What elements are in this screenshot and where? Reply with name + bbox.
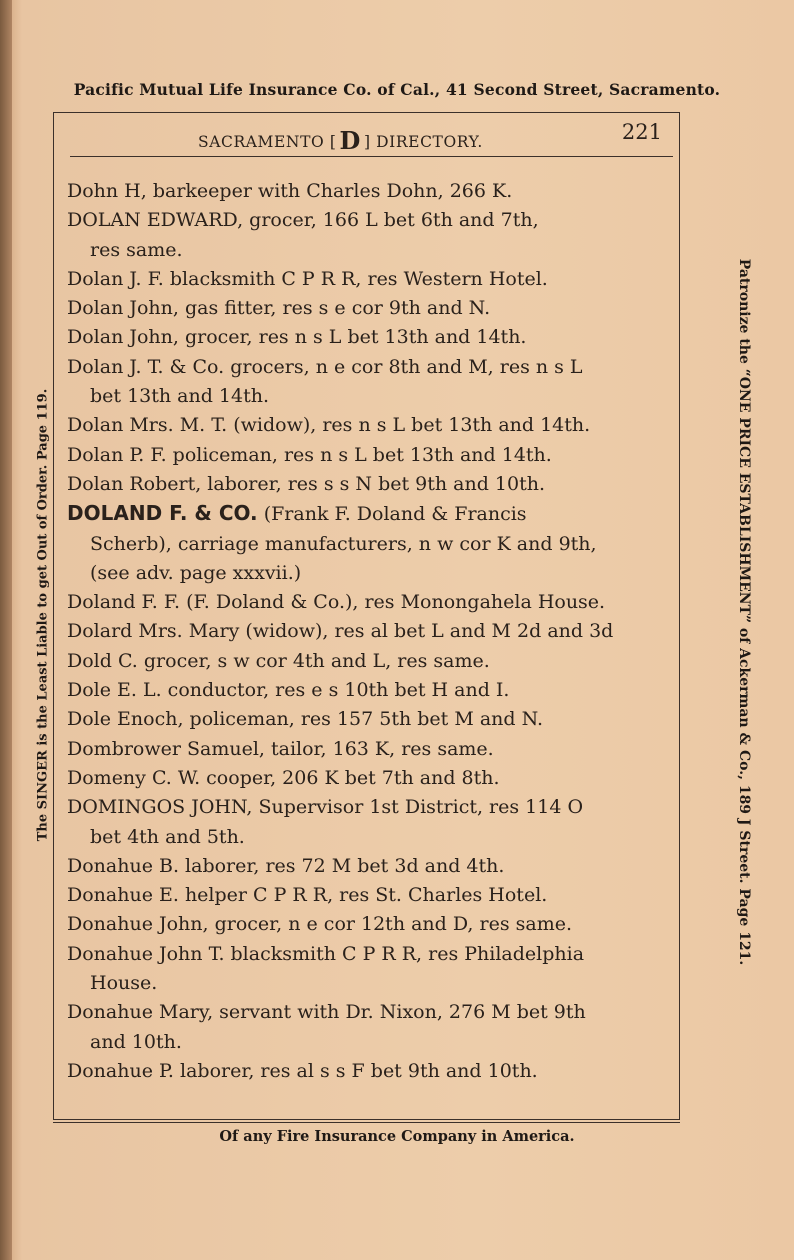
directory-entry bbox=[67, 294, 667, 323]
entry-line: Dohn H, barkeeper with Charles Dohn, 266 K. bbox=[67, 180, 513, 202]
directory-entry bbox=[67, 470, 667, 499]
entry-line-text: (Frank F. Doland & Francis bbox=[257, 503, 527, 526]
running-header bbox=[70, 120, 670, 155]
directory-entry bbox=[67, 793, 667, 852]
directory-entry bbox=[67, 764, 667, 793]
entry-line: Dolan John, gas fitter, res s e cor 9th and N. bbox=[67, 297, 491, 320]
entry-line: Dolan John, grocer, res n s L bet 13th and 14th. bbox=[67, 326, 527, 349]
entry-continuation-line: and 10th. bbox=[90, 1030, 182, 1053]
entry-line: Donahue John T. blacksmith C P R R, res Philadelphia bbox=[67, 942, 585, 965]
entry-line: Dolan Mrs. M. T. (widow), res n s L bet 13th and 14th. bbox=[67, 414, 591, 437]
entry-line: Donahue B. laborer, res 72 M bet 3d and 4th. bbox=[67, 854, 505, 877]
directory-entry bbox=[67, 940, 667, 999]
header-city: SACRAMENTO bbox=[198, 133, 325, 151]
left-side-advertisement: The SINGER is the Least Liable to get Out of Order. Page 119. bbox=[35, 388, 51, 842]
directory-entry bbox=[67, 852, 667, 881]
entry-continuation-line: Scherb), carriage manufacturers, n w cor K and 9th, bbox=[90, 532, 597, 555]
directory-entry bbox=[67, 265, 667, 294]
directory-entries bbox=[67, 177, 667, 1086]
entry-line: Donahue John, grocer, n e cor 12th and D, res same. bbox=[67, 913, 572, 936]
header-rule bbox=[70, 156, 673, 157]
directory-entry bbox=[67, 735, 667, 764]
directory-entry bbox=[67, 676, 667, 705]
entry-line: Donahue Mary, servant with Dr. Nixon, 276 M bet 9th bbox=[67, 1001, 586, 1024]
entry-line: Dombrower Samuel, tailor, 163 K, res same. bbox=[67, 737, 494, 760]
entry-line: DOMINGOS JOHN, Supervisor 1st District, res 114 O bbox=[67, 796, 584, 819]
entry-line: Domeny C. W. cooper, 206 K bet 7th and 8th. bbox=[67, 766, 500, 789]
directory-entry bbox=[67, 441, 667, 470]
running-title bbox=[198, 124, 483, 153]
entry-line: Donahue E. helper C P R R, res St. Charles Hotel. bbox=[67, 884, 548, 907]
header-bracket-close: ] bbox=[363, 133, 371, 151]
directory-entry bbox=[67, 411, 667, 440]
entry-continuation-line: res same. bbox=[90, 238, 183, 261]
directory-entry bbox=[67, 588, 667, 617]
entry-line: Dole Enoch, policeman, res 157 5th bet M and N. bbox=[67, 708, 544, 731]
entry-line: Doland F. F. (F. Doland & Co.), res Monongahela House. bbox=[67, 591, 606, 614]
entry-line: Dolan J. T. & Co. grocers, n e cor 8th and M, res n s L bbox=[67, 355, 583, 378]
directory-entry bbox=[67, 617, 667, 646]
entry-line bbox=[67, 503, 527, 525]
directory-entry bbox=[67, 206, 667, 265]
directory-entry bbox=[67, 353, 667, 412]
header-bracket-open: [ bbox=[329, 133, 337, 151]
header-section-name: DIRECTORY. bbox=[376, 133, 483, 151]
directory-entry bbox=[67, 998, 667, 1057]
directory-entry bbox=[67, 647, 667, 676]
entry-line: Donahue P. laborer, res al s s F bet 9th and 10th. bbox=[67, 1059, 538, 1082]
directory-entry bbox=[67, 1057, 667, 1086]
header-section-letter: D bbox=[339, 126, 361, 155]
directory-entry bbox=[67, 177, 667, 206]
entry-line: Dolard Mrs. Mary (widow), res al bet L and M 2d and 3d bbox=[67, 620, 614, 643]
entry-continuation-line: (see adv. page xxxvii.) bbox=[90, 561, 302, 584]
entry-line: Dole E. L. conductor, res e s 10th bet H and I. bbox=[67, 679, 510, 702]
frame-top-rule bbox=[53, 112, 680, 113]
top-advertisement-banner: Pacific Mutual Life Insurance Co. of Cal., 41 Second Street, Sacramento. bbox=[73, 80, 721, 99]
directory-entry bbox=[67, 705, 667, 734]
bottom-advertisement-banner: Of any Fire Insurance Company in America. bbox=[219, 1128, 575, 1145]
entry-line: Dolan P. F. policeman, res n s L bet 13th and 14th. bbox=[67, 443, 552, 466]
entry-line: Dolan Robert, laborer, res s s N bet 9th and 10th. bbox=[67, 472, 546, 495]
entry-line: DOLAN EDWARD, grocer, 166 L bet 6th and 7th, bbox=[67, 209, 539, 232]
directory-entry bbox=[67, 910, 667, 939]
directory-entry bbox=[67, 499, 667, 588]
entry-bold-name: DOLAND F. & CO. bbox=[67, 501, 258, 526]
entry-continuation-line: House. bbox=[90, 972, 158, 995]
directory-entry bbox=[67, 323, 667, 352]
entry-line: Dolan J. F. blacksmith C P R R, res Western Hotel. bbox=[67, 267, 548, 290]
page-number: 221 bbox=[621, 120, 662, 144]
frame-bottom-rule bbox=[53, 1122, 680, 1123]
right-side-advertisement: Patronize the “ONE PRICE ESTABLISHMENT” of Ackerman & Co., 189 J Street. Page 121. bbox=[736, 258, 752, 966]
entry-continuation-line: bet 4th and 5th. bbox=[90, 825, 245, 848]
entry-line: Dold C. grocer, s w cor 4th and L, res same. bbox=[67, 649, 490, 672]
directory-entry bbox=[67, 881, 667, 910]
entry-continuation-line: bet 13th and 14th. bbox=[90, 385, 270, 408]
book-binding-edge bbox=[0, 0, 12, 1260]
